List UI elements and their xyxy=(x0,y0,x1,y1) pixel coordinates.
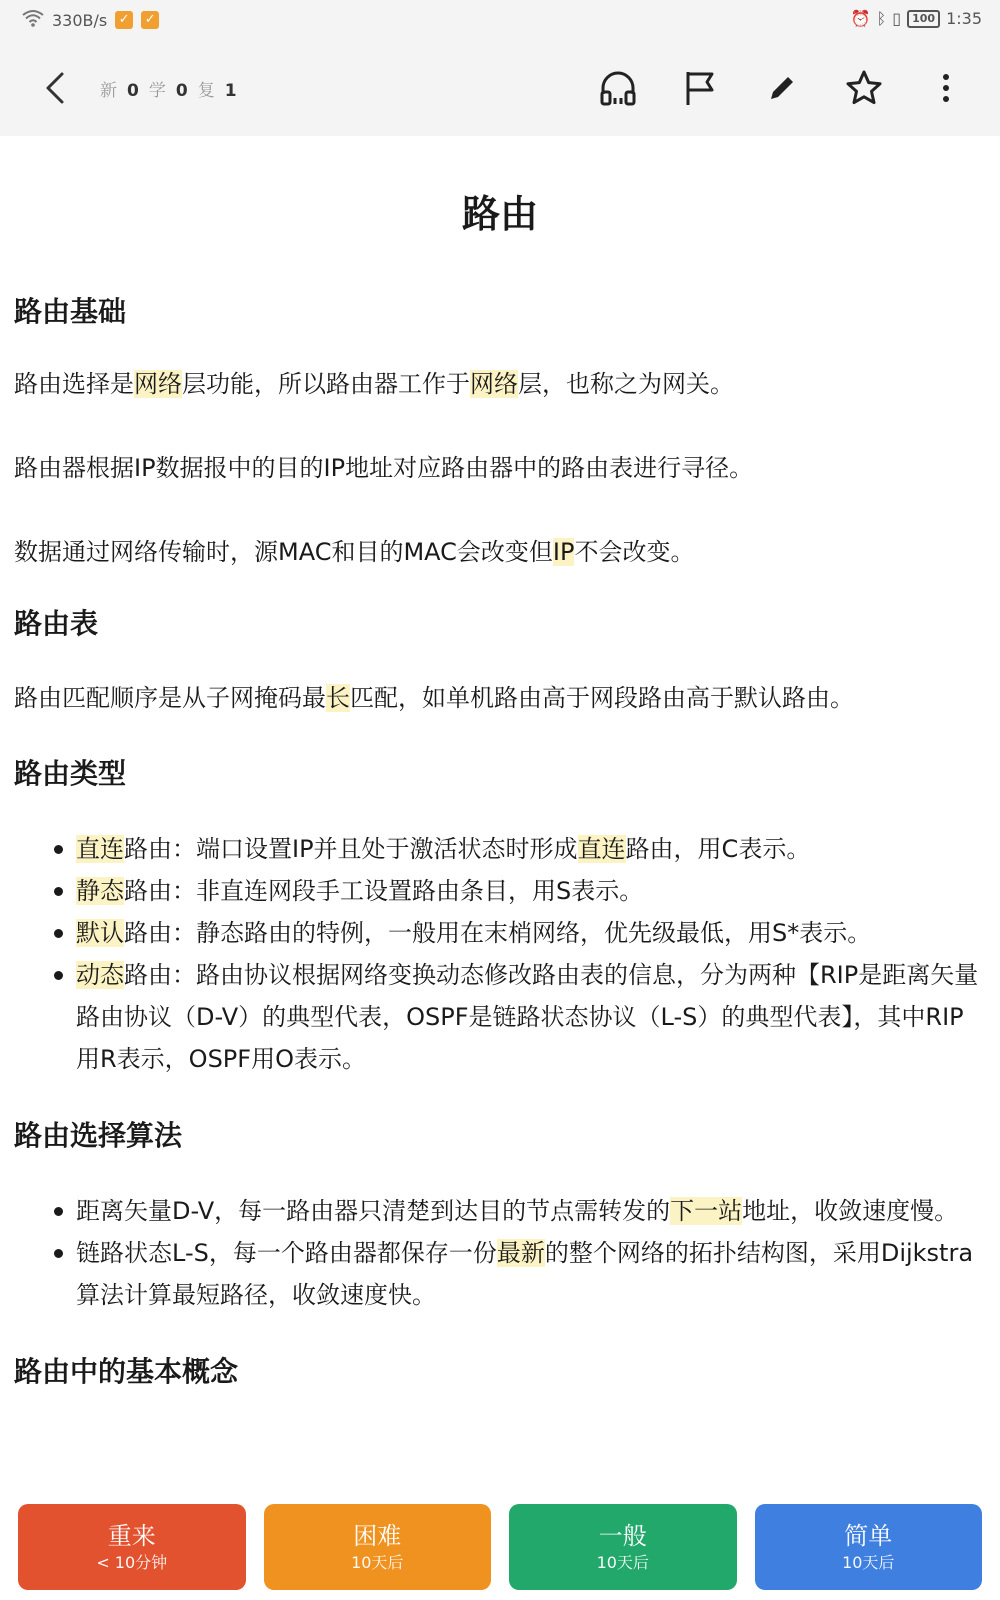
highlight: 长 xyxy=(326,684,350,712)
text: 路由：路由协议根据网络变换动态修改路由表的信息，分为两种【RIP是距离矢量路由协议（D-V）的典型代表，OSPF是链路状态协议（L-S）的典型代表】，其中RIP用R表示，OSPF用O表示。 xyxy=(76,961,979,1073)
paragraph xyxy=(14,680,986,716)
highlight: 动态 xyxy=(76,961,124,989)
paragraph xyxy=(14,366,986,402)
list-item xyxy=(54,1190,986,1232)
chevron-left-icon xyxy=(36,66,76,110)
text: 层功能，所以路由器工作于 xyxy=(182,370,470,398)
easy-button[interactable] xyxy=(755,1504,983,1590)
favorite-button[interactable] xyxy=(840,64,888,112)
text: 路由选择是 xyxy=(14,370,134,398)
status-bar xyxy=(0,0,1000,40)
notification-icon: ✓ xyxy=(115,11,133,29)
counter-review-label: 复 xyxy=(197,81,215,101)
list-item xyxy=(54,870,986,912)
list-item xyxy=(54,1232,986,1316)
alarm-icon: ⏰ xyxy=(850,9,871,28)
highlight: IP xyxy=(552,538,575,566)
text: 数据通过网络传输时，源MAC和目的MAC会改变但 xyxy=(14,538,553,566)
highlight: 静态 xyxy=(76,877,124,905)
counter-new-value: 0 xyxy=(127,81,139,101)
clock: 1:35 xyxy=(946,9,982,28)
highlight: 网络 xyxy=(134,370,182,398)
edit-button[interactable] xyxy=(758,64,806,112)
page-title: 路由 xyxy=(461,192,538,236)
vibrate-icon: ▯ xyxy=(892,9,902,28)
interval-label: 10天后 xyxy=(596,1553,649,1572)
audio-button[interactable] xyxy=(594,64,642,112)
text: 不会改变。 xyxy=(574,538,695,566)
interval-label: < 10分钟 xyxy=(96,1553,168,1572)
counter-new-label: 新 xyxy=(100,81,117,101)
section-heading: 路由类型 xyxy=(14,757,127,790)
text: 路由：非直连网段手工设置路由条目，用S表示。 xyxy=(124,877,644,905)
highlight: 最新 xyxy=(496,1239,545,1267)
section-heading: 路由表 xyxy=(14,607,99,640)
paragraph: 路由器根据IP数据报中的目的IP地址对应路由器中的路由表进行寻径。 xyxy=(14,454,754,482)
battery-indicator: 100 xyxy=(907,10,940,28)
section-heading: 路由基础 xyxy=(14,295,127,328)
list-item xyxy=(54,912,986,954)
flag-icon xyxy=(680,68,720,108)
paragraph xyxy=(14,534,986,570)
route-type-list xyxy=(54,828,986,1080)
wifi-icon xyxy=(22,9,44,31)
list-item xyxy=(54,828,986,870)
pencil-icon xyxy=(764,70,800,106)
counter-learn-value: 0 xyxy=(175,81,188,101)
list-item xyxy=(54,954,986,1080)
back-button[interactable] xyxy=(36,66,76,110)
bluetooth-icon: ᛒ xyxy=(876,9,887,28)
highlight: 默认 xyxy=(76,919,124,947)
text: 路由：静态路由的特例，一般用在末梢网络，优先级最低，用S*表示。 xyxy=(124,919,872,947)
highlight: 网络 xyxy=(470,370,518,398)
notification-icon: ✓ xyxy=(141,11,159,29)
text: 距离矢量D-V，每一路由器只清楚到达目的节点需转发的 xyxy=(76,1197,671,1225)
more-menu-button[interactable] xyxy=(922,64,970,112)
highlight: 直连 xyxy=(577,835,626,863)
interval-label: 10天后 xyxy=(351,1553,404,1572)
section-heading: 路由选择算法 xyxy=(14,1119,183,1152)
hard-button[interactable] xyxy=(264,1504,492,1590)
section-heading: 路由中的基本概念 xyxy=(14,1355,239,1388)
text: 路由：端口设置IP并且处于激活状态时形成 xyxy=(124,835,578,863)
text: 匹配，如单机路由高于网段路由高于默认路由。 xyxy=(350,684,854,712)
counter-review-value: 1 xyxy=(224,81,237,101)
button-label: 简单 xyxy=(844,1522,893,1550)
highlight: 下一站 xyxy=(670,1197,743,1225)
algorithm-list xyxy=(54,1190,986,1316)
button-label: 重来 xyxy=(107,1522,156,1550)
network-speed: 330B/s xyxy=(52,10,108,30)
study-counters xyxy=(100,76,237,101)
interval-label: 10天后 xyxy=(842,1553,895,1572)
again-button[interactable] xyxy=(18,1504,246,1590)
button-label: 一般 xyxy=(598,1522,647,1550)
text: 地址，收敛速度慢。 xyxy=(742,1197,959,1225)
text: 链路状态L-S，每一个路由器都保存一份 xyxy=(76,1239,497,1267)
more-vertical-icon xyxy=(940,70,952,106)
card-content xyxy=(0,136,1000,1436)
highlight: 直连 xyxy=(76,835,124,863)
flag-button[interactable] xyxy=(676,64,724,112)
text: 路由匹配顺序是从子网掩码最 xyxy=(14,684,326,712)
headphones-icon xyxy=(598,68,638,108)
good-button[interactable] xyxy=(509,1504,737,1590)
toolbar xyxy=(0,40,1000,136)
button-label: 困难 xyxy=(353,1522,402,1550)
text: 的整个网络的拓扑结构图，采用Dijkstra算法计算最短路径，收敛速度快。 xyxy=(76,1239,974,1309)
text: 层，也称之为网关。 xyxy=(518,370,734,398)
text: 路由，用C表示。 xyxy=(625,835,811,863)
answer-buttons xyxy=(0,1504,1000,1600)
star-icon xyxy=(844,68,884,108)
counter-learn-label: 学 xyxy=(148,81,166,101)
